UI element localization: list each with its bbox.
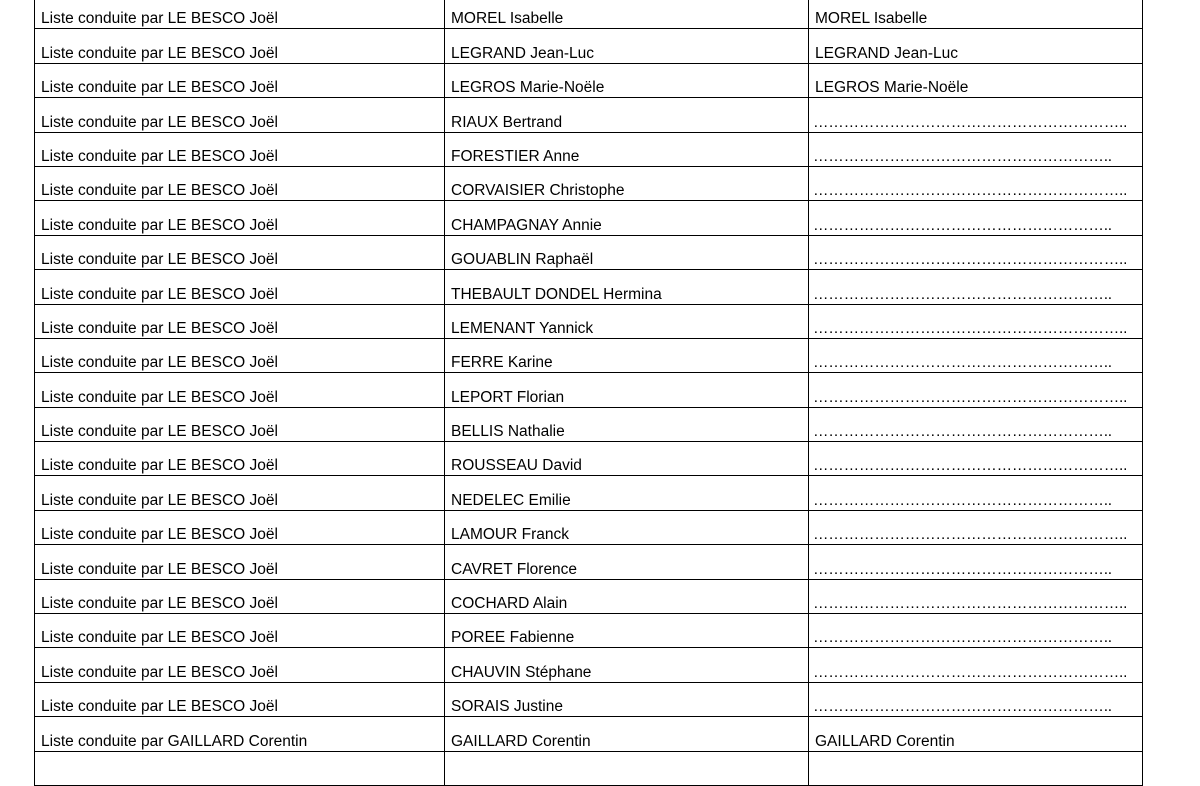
candidate-name-cell: LEGROS Marie-Noële [445,63,809,97]
table-row [35,270,1143,304]
list-name-cell: Liste conduite par LE BESCO Joël [35,270,445,304]
table-row [35,29,1143,63]
list-name-cell: Liste conduite par LE BESCO Joël [35,235,445,269]
list-name-cell: Liste conduite par LE BESCO Joël [35,648,445,682]
signature-cell: ………………………………………………….. [809,407,1143,441]
table-row [35,510,1143,544]
table-row [35,63,1143,97]
signature-cell: …………………………………………………….. [809,579,1143,613]
signature-cell: ………………………………………………….. [809,270,1143,304]
list-name-cell: Liste conduite par LE BESCO Joël [35,614,445,648]
candidate-name-cell: LEPORT Florian [445,373,809,407]
signature-cell: ………………………………………………….. [809,201,1143,235]
candidate-name-cell [445,751,809,785]
signature-cell: LEGROS Marie-Noële [809,63,1143,97]
list-name-cell: Liste conduite par LE BESCO Joël [35,407,445,441]
signature-cell: ………………………………………………….. [809,338,1143,372]
table-row [35,614,1143,648]
list-name-cell: Liste conduite par LE BESCO Joël [35,304,445,338]
candidate-name-cell: LEMENANT Yannick [445,304,809,338]
signature-cell: ………………………………………………….. [809,614,1143,648]
candidate-name-cell: BELLIS Nathalie [445,407,809,441]
list-name-cell: Liste conduite par LE BESCO Joël [35,29,445,63]
signature-cell: …………………………………………………….. [809,442,1143,476]
list-name-cell: Liste conduite par LE BESCO Joël [35,476,445,510]
signature-cell: ………………………………………………….. [809,682,1143,716]
candidate-name-cell: LEGRAND Jean-Luc [445,29,809,63]
signature-cell: …………………………………………………….. [809,373,1143,407]
table-row [35,579,1143,613]
candidate-table-body [35,0,1143,785]
list-name-cell: Liste conduite par LE BESCO Joël [35,132,445,166]
table-row [35,442,1143,476]
table-row [35,545,1143,579]
signature-cell: MOREL Isabelle [809,0,1143,29]
candidate-name-cell: COCHARD Alain [445,579,809,613]
list-name-cell: Liste conduite par LE BESCO Joël [35,63,445,97]
signature-cell: ………………………………………………….. [809,476,1143,510]
list-name-cell: Liste conduite par LE BESCO Joël [35,442,445,476]
signature-cell: LEGRAND Jean-Luc [809,29,1143,63]
candidate-name-cell: GOUABLIN Raphaël [445,235,809,269]
candidate-name-cell: CORVAISIER Christophe [445,166,809,200]
candidate-name-cell: GAILLARD Corentin [445,717,809,751]
candidate-name-cell: CHAMPAGNAY Annie [445,201,809,235]
list-name-cell: Liste conduite par LE BESCO Joël [35,579,445,613]
table-row [35,235,1143,269]
candidate-name-cell: THEBAULT DONDEL Hermina [445,270,809,304]
candidate-name-cell: FORESTIER Anne [445,132,809,166]
signature-cell: …………………………………………………….. [809,304,1143,338]
list-name-cell: Liste conduite par LE BESCO Joël [35,545,445,579]
table-row [35,648,1143,682]
signature-cell: GAILLARD Corentin [809,717,1143,751]
signature-cell: …………………………………………………….. [809,98,1143,132]
list-name-cell: Liste conduite par LE BESCO Joël [35,0,445,29]
table-row [35,201,1143,235]
signature-cell: ………………………………………………….. [809,132,1143,166]
candidate-name-cell: LAMOUR Franck [445,510,809,544]
candidate-name-cell: RIAUX Bertrand [445,98,809,132]
table-row [35,373,1143,407]
candidate-name-cell: MOREL Isabelle [445,0,809,29]
list-name-cell: Liste conduite par LE BESCO Joël [35,166,445,200]
table-row [35,682,1143,716]
candidate-name-cell: CAVRET Florence [445,545,809,579]
candidate-name-cell: CHAUVIN Stéphane [445,648,809,682]
candidate-name-cell: SORAIS Justine [445,682,809,716]
list-name-cell: Liste conduite par LE BESCO Joël [35,98,445,132]
table-row [35,338,1143,372]
signature-cell: …………………………………………………….. [809,166,1143,200]
table-row [35,407,1143,441]
signature-cell: ………………………………………………….. [809,545,1143,579]
list-name-cell: Liste conduite par LE BESCO Joël [35,510,445,544]
table-row [35,717,1143,751]
table-row [35,476,1143,510]
candidate-name-cell: ROUSSEAU David [445,442,809,476]
table-row [35,166,1143,200]
candidate-name-cell: POREE Fabienne [445,614,809,648]
list-name-cell [35,751,445,785]
table-row [35,132,1143,166]
signature-cell: …………………………………………………….. [809,235,1143,269]
candidate-table [34,0,1143,786]
list-name-cell: Liste conduite par GAILLARD Corentin [35,717,445,751]
table-row [35,751,1143,785]
table-row [35,98,1143,132]
list-name-cell: Liste conduite par LE BESCO Joël [35,682,445,716]
list-name-cell: Liste conduite par LE BESCO Joël [35,338,445,372]
signature-cell [809,751,1143,785]
signature-cell: …………………………………………………….. [809,648,1143,682]
list-name-cell: Liste conduite par LE BESCO Joël [35,373,445,407]
list-name-cell: Liste conduite par LE BESCO Joël [35,201,445,235]
candidate-name-cell: NEDELEC Emilie [445,476,809,510]
candidate-name-cell: FERRE Karine [445,338,809,372]
signature-cell: …………………………………………………….. [809,510,1143,544]
table-row [35,304,1143,338]
table-row [35,0,1143,29]
